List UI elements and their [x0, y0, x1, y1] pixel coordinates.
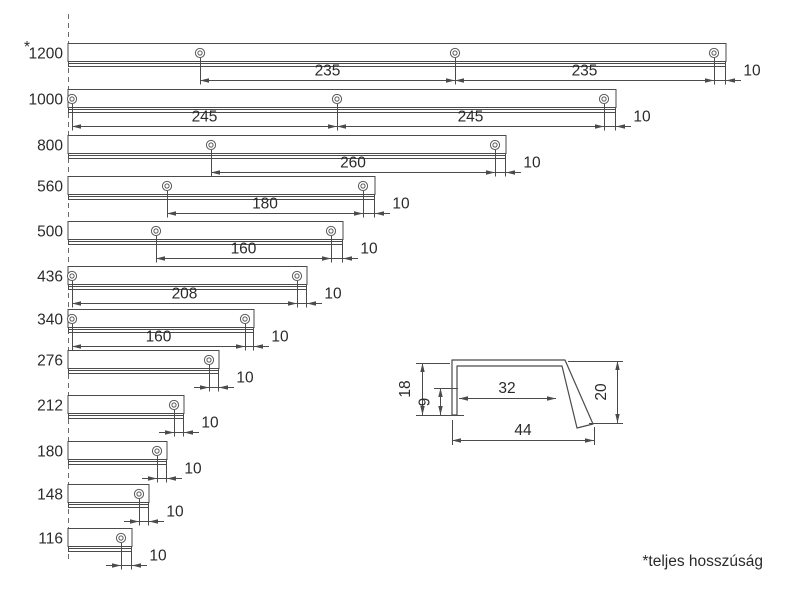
- section-dim-label-9: 9: [416, 397, 434, 407]
- dimension-arrow-icon: [455, 78, 464, 82]
- handle-row-212: [37, 396, 219, 437]
- edge-offset-dim-label: 10: [523, 154, 541, 172]
- dimension-arrow-icon: [211, 170, 220, 174]
- dimension-arrow-icon: [726, 78, 735, 82]
- screw-spacing-dim-label: 180: [252, 195, 278, 213]
- dimension-arrow-icon: [167, 211, 176, 215]
- screw-hole-icon: [295, 274, 299, 278]
- screw-hole-icon: [172, 403, 176, 407]
- edge-offset-dim-label: 10: [184, 460, 202, 478]
- screw-hole-icon: [243, 317, 247, 321]
- dimension-arrow-icon: [438, 406, 442, 415]
- handle-row-1000: [29, 90, 651, 131]
- dimension-arrow-icon: [236, 344, 245, 348]
- dimension-arrow-icon: [156, 256, 165, 260]
- screw-hole-icon: [70, 274, 74, 278]
- dimension-arrow-icon: [328, 124, 337, 128]
- edge-offset-dim-label: 10: [166, 503, 184, 521]
- dimension-arrow-icon: [459, 396, 468, 400]
- screw-hole-icon: [119, 536, 123, 540]
- edge-offset-dim-label: 10: [633, 108, 651, 126]
- profile-outline: [452, 360, 593, 428]
- dimension-arrow-icon: [375, 211, 384, 215]
- handle-bar: [68, 44, 726, 62]
- handle-row-148: [37, 485, 184, 526]
- handle-row-560: [37, 177, 410, 218]
- footnote: *teljes hosszúság: [642, 553, 763, 570]
- dimension-arrow-icon: [254, 344, 263, 348]
- handle-bar: [68, 267, 307, 285]
- screw-spacing-dim-label: 245: [457, 108, 484, 126]
- edge-offset-dim-label: 10: [743, 62, 761, 80]
- screw-spacing-dim-label: 245: [191, 108, 218, 126]
- screw-hole-icon: [198, 51, 202, 55]
- screw-hole-icon: [361, 184, 365, 188]
- handle-bar: [68, 222, 343, 240]
- length-label: 212: [37, 397, 63, 415]
- screw-hole-icon: [165, 184, 169, 188]
- dimension-arrow-icon: [616, 124, 625, 128]
- edge-offset-dim-label: 10: [324, 285, 342, 303]
- screw-spacing-dim-label: 235: [314, 62, 341, 80]
- cross-section-detail: [397, 360, 623, 445]
- section-dim-label-44: 44: [514, 422, 532, 439]
- dimension-arrow-icon: [219, 385, 228, 389]
- edge-offset-dim-label: 10: [271, 328, 289, 346]
- dimension-arrow-icon: [149, 519, 158, 523]
- length-label: 276: [37, 352, 63, 370]
- dimension-arrow-icon: [486, 170, 495, 174]
- dimension-arrow-icon: [595, 124, 604, 128]
- screw-spacing-dim-label: 235: [571, 62, 598, 80]
- edge-offset-dim-label: 10: [236, 369, 254, 387]
- handle-bar: [68, 136, 506, 154]
- screw-hole-icon: [154, 229, 158, 233]
- dimension-arrow-icon: [72, 344, 81, 348]
- handle-row-800: [37, 136, 541, 177]
- length-label: 800: [37, 137, 63, 155]
- screw-hole-icon: [329, 229, 333, 233]
- edge-offset-dim-label: 10: [149, 547, 167, 565]
- dimension-arrow-icon: [200, 385, 209, 389]
- dimension-arrow-icon: [615, 414, 619, 423]
- length-label: 560: [37, 178, 63, 196]
- screw-hole-icon: [207, 358, 211, 362]
- dimension-arrow-icon: [506, 170, 515, 174]
- length-label: 148: [37, 486, 63, 504]
- dimension-arrow-icon: [200, 78, 209, 82]
- dimension-arrow-icon: [167, 476, 176, 480]
- dimension-arrow-icon: [72, 301, 81, 305]
- length-label: 1200: [28, 45, 63, 63]
- edge-offset-dim-label: 10: [392, 195, 410, 213]
- length-label: 180: [37, 443, 63, 461]
- length-label: 340: [37, 311, 63, 329]
- dimension-arrow-icon: [438, 388, 442, 397]
- dimension-arrow-icon: [112, 563, 121, 567]
- screw-hole-icon: [70, 317, 74, 321]
- handle-bar: [68, 310, 254, 328]
- screw-spacing-dim-label: 160: [230, 240, 257, 258]
- handle-row-180: [37, 442, 202, 483]
- section-dim-label-32: 32: [498, 380, 516, 397]
- handle-row-340: [37, 310, 289, 351]
- footnote-marker: *: [23, 39, 31, 56]
- section-dim-label-18: 18: [397, 380, 414, 398]
- dimension-arrow-icon: [132, 563, 141, 567]
- dimension-arrow-icon: [585, 438, 594, 442]
- dimension-arrow-icon: [615, 361, 619, 370]
- screw-hole-icon: [602, 97, 606, 101]
- dimension-arrow-icon: [165, 430, 174, 434]
- screw-hole-icon: [209, 143, 213, 147]
- dimension-arrow-icon: [337, 124, 346, 128]
- handle-row-500: [37, 222, 378, 263]
- handle-bar: [68, 396, 184, 414]
- length-label: 436: [37, 268, 63, 286]
- dimension-arrow-icon: [184, 430, 193, 434]
- dimension-arrow-icon: [446, 78, 455, 82]
- handle-row-276: [37, 351, 254, 392]
- handle-row-116: [38, 529, 167, 570]
- edge-offset-dim-label: 10: [360, 240, 378, 258]
- screw-hole-icon: [70, 97, 74, 101]
- dimension-arrow-icon: [420, 363, 424, 372]
- dimension-arrow-icon: [354, 211, 363, 215]
- handle-row-436: [37, 267, 342, 308]
- screw-hole-icon: [712, 51, 716, 55]
- dimension-arrow-icon: [130, 519, 139, 523]
- length-label: 116: [38, 530, 63, 548]
- dimension-arrow-icon: [148, 476, 157, 480]
- screw-spacing-dim-label: 260: [340, 154, 366, 172]
- dimension-arrow-icon: [72, 124, 81, 128]
- length-label: 1000: [28, 91, 63, 109]
- length-label: 500: [37, 223, 63, 241]
- handle-row-1200: [24, 39, 761, 85]
- dimension-arrow-icon: [547, 396, 556, 400]
- screw-hole-icon: [335, 97, 339, 101]
- edge-offset-dim-label: 10: [201, 414, 219, 432]
- dimension-arrow-icon: [343, 256, 352, 260]
- dimension-arrow-icon: [420, 406, 424, 415]
- dimension-arrow-icon: [705, 78, 714, 82]
- screw-hole-icon: [155, 449, 159, 453]
- screw-hole-icon: [137, 492, 141, 496]
- handle-bar: [68, 177, 375, 195]
- dimension-arrow-icon: [452, 438, 461, 442]
- section-dim-label-20: 20: [593, 383, 610, 401]
- screw-spacing-dim-label: 208: [171, 285, 198, 303]
- dimension-arrow-icon: [288, 301, 297, 305]
- dimension-arrow-icon: [307, 301, 316, 305]
- screw-hole-icon: [493, 143, 497, 147]
- screw-hole-icon: [453, 51, 457, 55]
- screw-spacing-dim-label: 160: [145, 328, 172, 346]
- handle-bar: [68, 351, 219, 369]
- dimension-arrow-icon: [322, 256, 331, 260]
